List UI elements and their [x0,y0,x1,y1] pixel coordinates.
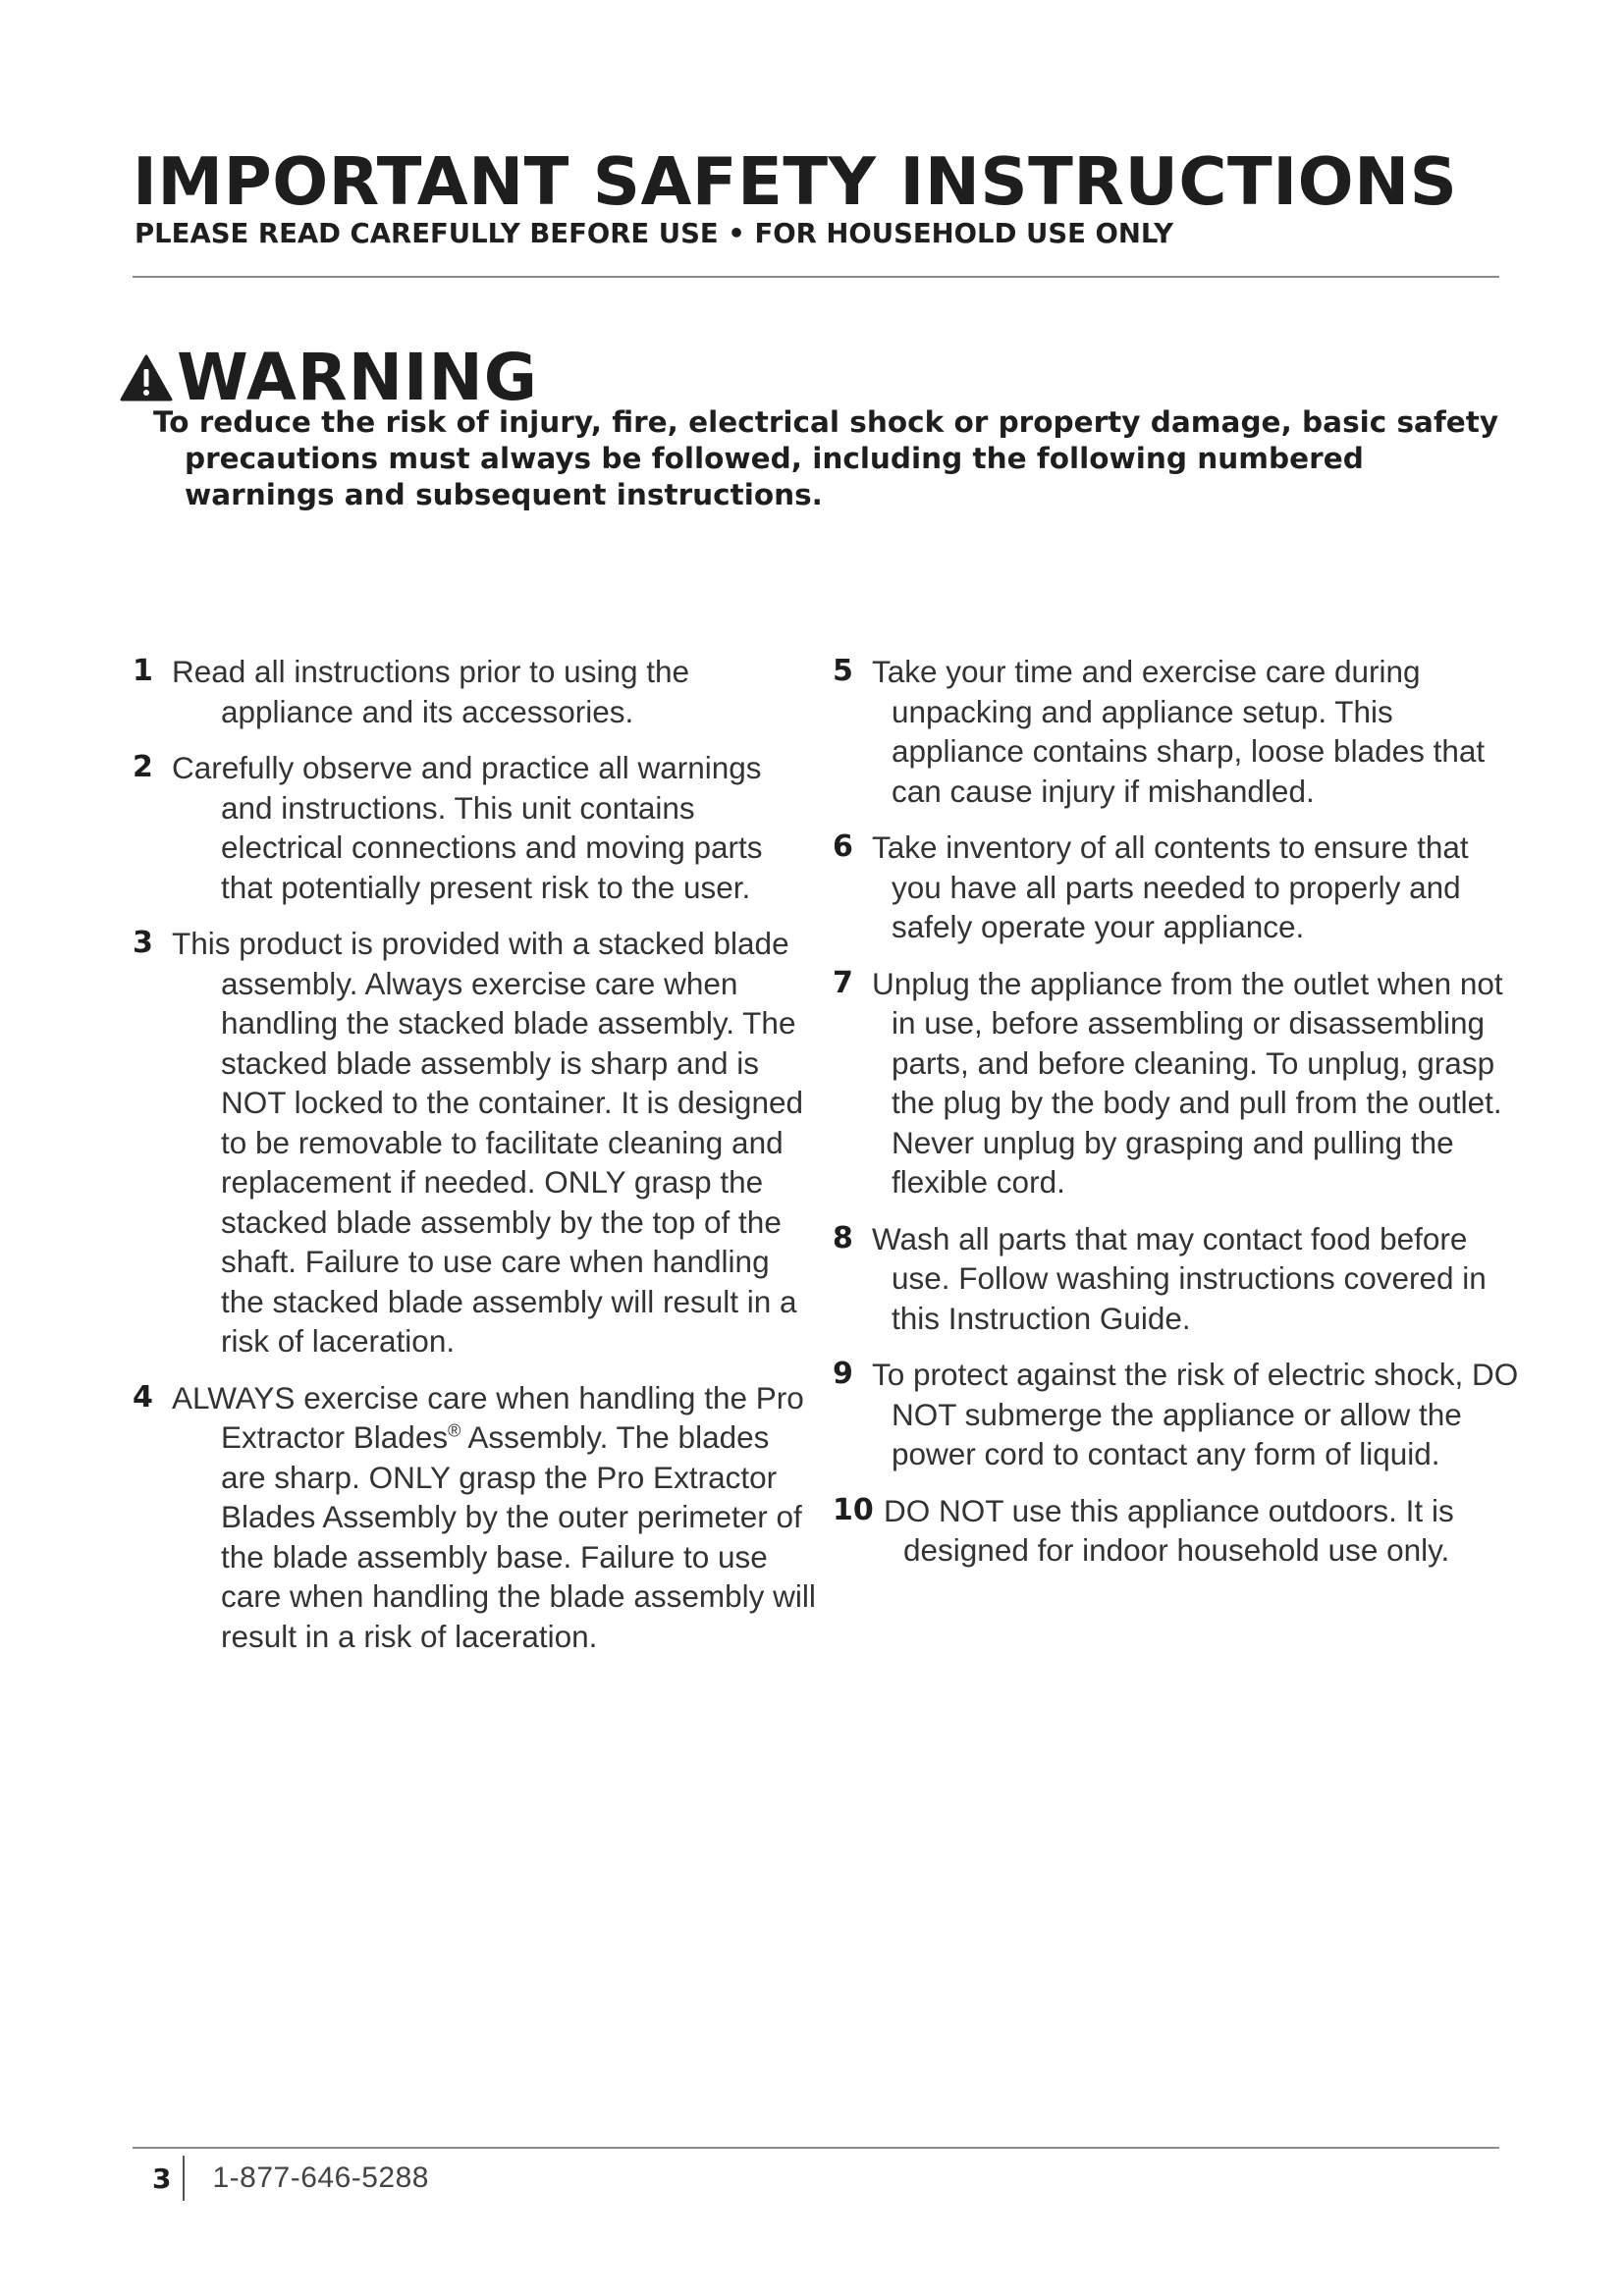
instruction-text: Wash all parts that may contact food before use. Follow washing instructions covered in this Instruction Guide. [872,1220,1487,1336]
instruction-item [133,924,820,1362]
instruction-item [133,1378,820,1657]
instruction-text: DO NOT use this appliance outdoors. It is designed for indoor household use only. [884,1492,1454,1568]
instruction-item [833,1355,1525,1474]
instruction-number: 7 [833,965,853,1000]
instruction-item [833,828,1525,947]
page-subtitle: PLEASE READ CAREFULLY BEFORE USE • FOR HOUSEHOLD USE ONLY [135,218,1174,249]
instruction-text-part: Assembly. The blades are sharp. ONLY grasp the Pro Extractor Blades Assembly by the outer perimeter of the blade assembly base. Failure to use care when handling the blade assembly will result in a risk of laceration. [221,1419,816,1654]
footer-vertical-divider [183,2156,185,2201]
instruction-number: 8 [833,1220,853,1255]
instruction-text: To protect against the risk of electric shock, DO NOT submerge the appliance or allow the power cord to contact any form of liquid. [872,1357,1519,1471]
instruction-text: This product is provided with a stacked blade assembly. Always exercise care when handling the stacked blade assembly. The stacked blade assembly is sharp and is NOT locked to the container. It is designed to be removable to facilitate cleaning and replacement if needed. ONLY grasp the stacked blade assembly by the top of the shaft. Failure to use care when handling the stacked blade assembly will result in a risk of laceration. [172,926,804,1359]
instruction-number: 9 [833,1357,853,1391]
warning-triangle-icon [120,354,173,401]
instruction-item [833,1219,1525,1339]
instruction-text [172,1378,820,1657]
registered-mark: ® [448,1420,461,1441]
instruction-text: Take inventory of all contents to ensure that you have all parts needed to properly and safely operate your appliance. [872,829,1469,944]
instruction-text: Unplug the appliance from the outlet when not in use, before assembling or disassembling parts, and before cleaning. To unplug, grasp the plug by the body and pull from the outlet. Never unplug by grasping and pulling the flexible cord. [872,965,1503,1200]
instruction-item [833,1491,1525,1571]
instruction-item [133,652,820,731]
instruction-text: Take your time and exercise care during unpacking and appliance setup. This appliance contains sharp, loose blades that can cause injury if mishandled. [872,654,1486,809]
footer-divider [133,2147,1499,2149]
instruction-item [833,652,1525,811]
instruction-text-part: ALWAYS exercise care when handling the Pro Extractor Blades [172,1379,804,1455]
instruction-number: 10 [833,1492,874,1527]
page-number: 3 [152,2162,172,2195]
instruction-number: 4 [133,1379,153,1415]
support-phone: 1-877-646-5288 [212,2162,429,2194]
instruction-text: Read all instructions prior to using the appliance and its accessories. [172,654,690,729]
instruction-number: 6 [833,829,853,864]
instruction-number: 1 [133,654,153,688]
instruction-item [133,748,820,907]
page-title: IMPORTANT SAFETY INSTRUCTIONS [133,143,1458,220]
instruction-text: Carefully observe and practice all warnings and instructions. This unit contains electrical connections and moving parts that potentially present risk to the user. [172,750,763,905]
instruction-item [833,964,1525,1202]
instruction-number: 5 [833,654,853,688]
instructions-right-column [833,652,1525,1587]
warning-text: To reduce the risk of injury, fire, electrical shock or property damage, basic safety precautions must always be followed, including the following numbered warnings and subsequent instructions. [153,405,1499,511]
header-divider [133,276,1499,278]
instructions-left-column [133,652,820,1673]
instruction-number: 3 [133,926,153,960]
footer [152,2156,429,2201]
warning-title: WARNING [177,340,538,415]
instruction-number: 2 [133,750,153,784]
